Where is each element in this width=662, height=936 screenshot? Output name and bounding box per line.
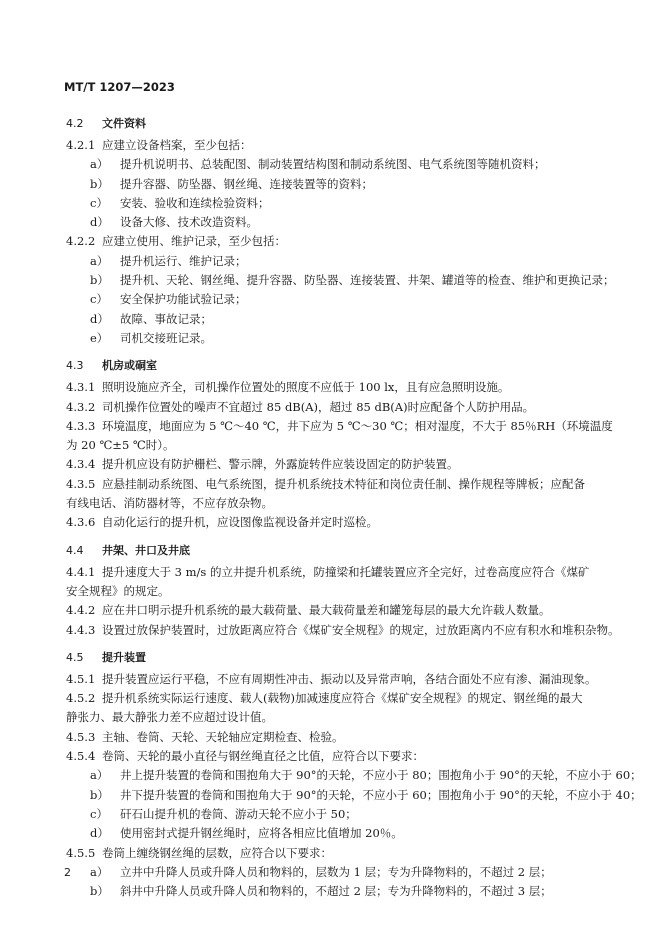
clause-text: 提升机应设有防护栅栏、警示牌，外露旋转件应装设固定的防护装置。 — [102, 457, 459, 472]
list-text: 提升容器、防坠器、钢丝绳、连接装置等的资料； — [120, 176, 373, 191]
clause-continuation: 安全规程》的规定。 — [66, 583, 170, 598]
clause-4-5-3 — [66, 728, 611, 747]
clause-4-4-3 — [66, 621, 620, 640]
clause-4-3-6 — [66, 513, 611, 532]
clause-number: 4.4.2 — [66, 603, 96, 618]
list-letter: b） — [90, 787, 109, 802]
clause-4-3-2 — [66, 398, 611, 417]
clause-text: 应建立设备档案，至少包括： — [102, 138, 252, 152]
list-text: 提升机说明书、总装配图、制动装置结构图和制动系统图、电气系统图等随机资料； — [120, 157, 546, 172]
list-letter: a） — [90, 253, 109, 268]
list-text: 安装、验收和连续检验资料； — [120, 195, 270, 210]
clause-number: 4.2.1 — [66, 138, 96, 152]
clause-number: 4.5.2 — [66, 691, 96, 706]
document-body — [66, 112, 642, 901]
clause-text: 主轴、卷筒、天轮、天轮轴应定期检查、检验。 — [102, 729, 344, 744]
clause-text: 提升机系统实际运行速度、载人(载物)加减速度应符合《煤矿安全规程》的规定、钢丝绳的最大 — [102, 691, 583, 706]
list-item — [66, 766, 642, 785]
clause-continuation: 静张力、最大静张力差不应超过设计值。 — [66, 710, 273, 725]
list-letter: c） — [90, 806, 108, 821]
list-letter: c） — [90, 292, 108, 307]
clause-4-3-5 — [66, 475, 611, 494]
clause-number: 4.3.4 — [66, 457, 96, 472]
section-title: 文件资料 — [102, 117, 146, 130]
clause-4-3-1 — [66, 378, 611, 397]
list-letter: d） — [90, 311, 109, 326]
clause-number: 4.4.3 — [66, 622, 96, 637]
list-letter: a） — [90, 157, 109, 172]
list-text: 井下提升装置的卷筒和围抱角大于 90°的天轮，不应小于 60；围抱角小于 90°的天轮，不应小于 40； — [120, 787, 642, 802]
clause-continuation: 为 20 ℃±5 ℃时）。 — [66, 438, 175, 453]
clause-text: 提升装置应运行平稳，不应有周期性冲击、振动以及异常声响，各结合面处不应有渗、漏油现象。 — [102, 671, 597, 686]
clause-number: 4.3.2 — [66, 399, 96, 414]
list-letter: d） — [90, 826, 109, 841]
list-letter: b） — [90, 273, 109, 288]
clause-text: 应在井口明示提升机系统的最大载荷量、最大载荷量差和罐笼每层的最大允许载人数量。 — [102, 603, 551, 618]
standard-number: MT/T 1207—2023 — [64, 80, 175, 94]
clause-number: 4.4.1 — [66, 564, 96, 579]
list-text: 斜井中升降人员或升降人员和物料的，不超过 2 层；专为升降物料的，不超过 3 层； — [120, 884, 552, 899]
clause-text: 照明设施应齐全，司机操作位置处的照度不应低于 100 lx，且有应急照明设施。 — [102, 380, 510, 395]
list-letter: a） — [90, 768, 109, 783]
clause-text: 提升速度大于 3 m/s 的立井提升机系统，防撞梁和托罐装置应齐全完好，过卷高度应符合《煤矿 — [102, 564, 590, 579]
list-text: 安全保护功能试验记录； — [120, 292, 247, 307]
clause-text: 卷筒上缠绕钢丝绳的层数，应符合以下要求： — [102, 845, 332, 860]
list-item — [66, 824, 611, 843]
list-text: 司机交接班记录。 — [120, 330, 212, 345]
clause-4-4-1 — [66, 563, 611, 582]
clause-text: 司机操作位置处的噪声不宜超过 85 dB(A)，超过 85 dB(A)时应配备个人防护用品。 — [102, 399, 535, 414]
list-item — [66, 175, 611, 194]
list-letter: e） — [90, 330, 109, 345]
clause-4-3-4 — [66, 455, 611, 474]
section-title: 提升装置 — [102, 650, 146, 664]
section-number: 4.4 — [66, 543, 84, 557]
clause-number: 4.3.3 — [66, 418, 96, 433]
list-text: 提升机运行、维护记录； — [120, 253, 247, 268]
list-letter: a） — [90, 864, 109, 879]
list-item — [66, 329, 611, 348]
list-item — [66, 805, 611, 824]
clause-4-2-1 — [66, 136, 611, 155]
clause-number: 4.3.5 — [66, 476, 96, 491]
clause-number: 4.5.1 — [66, 671, 96, 686]
clause-4-5-4 — [66, 747, 611, 766]
list-item — [66, 310, 611, 329]
section-title: 井架、井口及井底 — [102, 543, 190, 557]
list-letter: c） — [90, 195, 108, 210]
list-text: 提升机、天轮、钢丝绳、提升容器、防坠器、连接装置、井架、罐道等的检查、维护和更换记录； — [120, 273, 615, 288]
list-letter: b） — [90, 884, 109, 899]
clause-text: 环境温度，地面应为 5 ℃～40 ℃，井下应为 5 ℃～30 ℃；相对湿度，不大于 85％RH（环境温度 — [102, 418, 613, 433]
clause-number: 4.5.4 — [66, 749, 96, 764]
list-item — [66, 786, 642, 805]
clause-text: 卷筒、天轮的最小直径与钢丝绳直径之比值，应符合以下要求： — [102, 749, 424, 764]
section-heading-4-3 — [66, 354, 611, 378]
section-heading-4-2 — [66, 112, 611, 136]
clause-number: 4.2.2 — [66, 234, 96, 249]
list-item — [66, 155, 611, 174]
list-text: 设备大修、技术改造资料。 — [120, 215, 258, 230]
page-number: 2 — [64, 866, 71, 879]
clause-4-2-2 — [66, 232, 611, 251]
clause-number: 4.5.5 — [66, 845, 96, 860]
section-number: 4.5 — [66, 650, 84, 664]
clause-text: 自动化运行的提升机，应设图像监视设备并定时巡检。 — [102, 515, 378, 530]
clause-text: 应建立使用、维护记录，至少包括： — [102, 234, 286, 249]
section-heading-4-4 — [66, 539, 611, 563]
list-text: 井上提升装置的卷筒和围抱角大于 90°的天轮，不应小于 80；围抱角小于 90°的天轮，不应小于 60； — [120, 768, 642, 783]
list-item — [66, 882, 611, 901]
list-item — [66, 252, 611, 271]
list-item — [66, 194, 611, 213]
list-text: 故障、事故记录； — [120, 311, 212, 326]
section-number: 4.2 — [66, 117, 84, 130]
clause-4-5-5 — [66, 844, 611, 863]
clause-4-3-3 — [66, 417, 611, 436]
list-item — [66, 863, 611, 882]
clause-number: 4.3.6 — [66, 515, 96, 530]
clause-4-4-2 — [66, 601, 611, 620]
list-text: 立井中升降人员或升降人员和物料的，层数为 1 层；专为升降物料的，不超过 2 层； — [120, 864, 552, 879]
clause-4-5-2 — [66, 689, 611, 708]
clause-text: 设置过放保护装置时，过放距离应符合《煤矿安全规程》的规定，过放距离内不应有积水和堆积杂物。 — [102, 622, 620, 637]
list-letter: b） — [90, 176, 109, 191]
clause-4-5-1 — [66, 670, 611, 689]
clause-continuation: 有线电话、消防器材等，不应存放杂物。 — [66, 496, 273, 511]
clause-text: 应悬挂制动系统图、电气系统图，提升机系统技术特征和岗位责任制、操作规程等牌板；应配备 — [102, 476, 585, 491]
list-letter: d） — [90, 215, 109, 230]
clause-number: 4.5.3 — [66, 729, 96, 744]
list-text: 矸石山提升机的卷筒、游动天轮不应小于 50； — [120, 806, 357, 821]
list-item — [66, 271, 615, 290]
list-item — [66, 213, 611, 232]
list-text: 使用密封式提升钢丝绳时，应将各相应比值增加 20％。 — [120, 826, 403, 841]
list-item — [66, 290, 611, 309]
clause-number: 4.3.1 — [66, 380, 96, 395]
section-title: 机房或硐室 — [102, 359, 157, 373]
section-heading-4-5 — [66, 646, 611, 670]
section-number: 4.3 — [66, 359, 84, 373]
